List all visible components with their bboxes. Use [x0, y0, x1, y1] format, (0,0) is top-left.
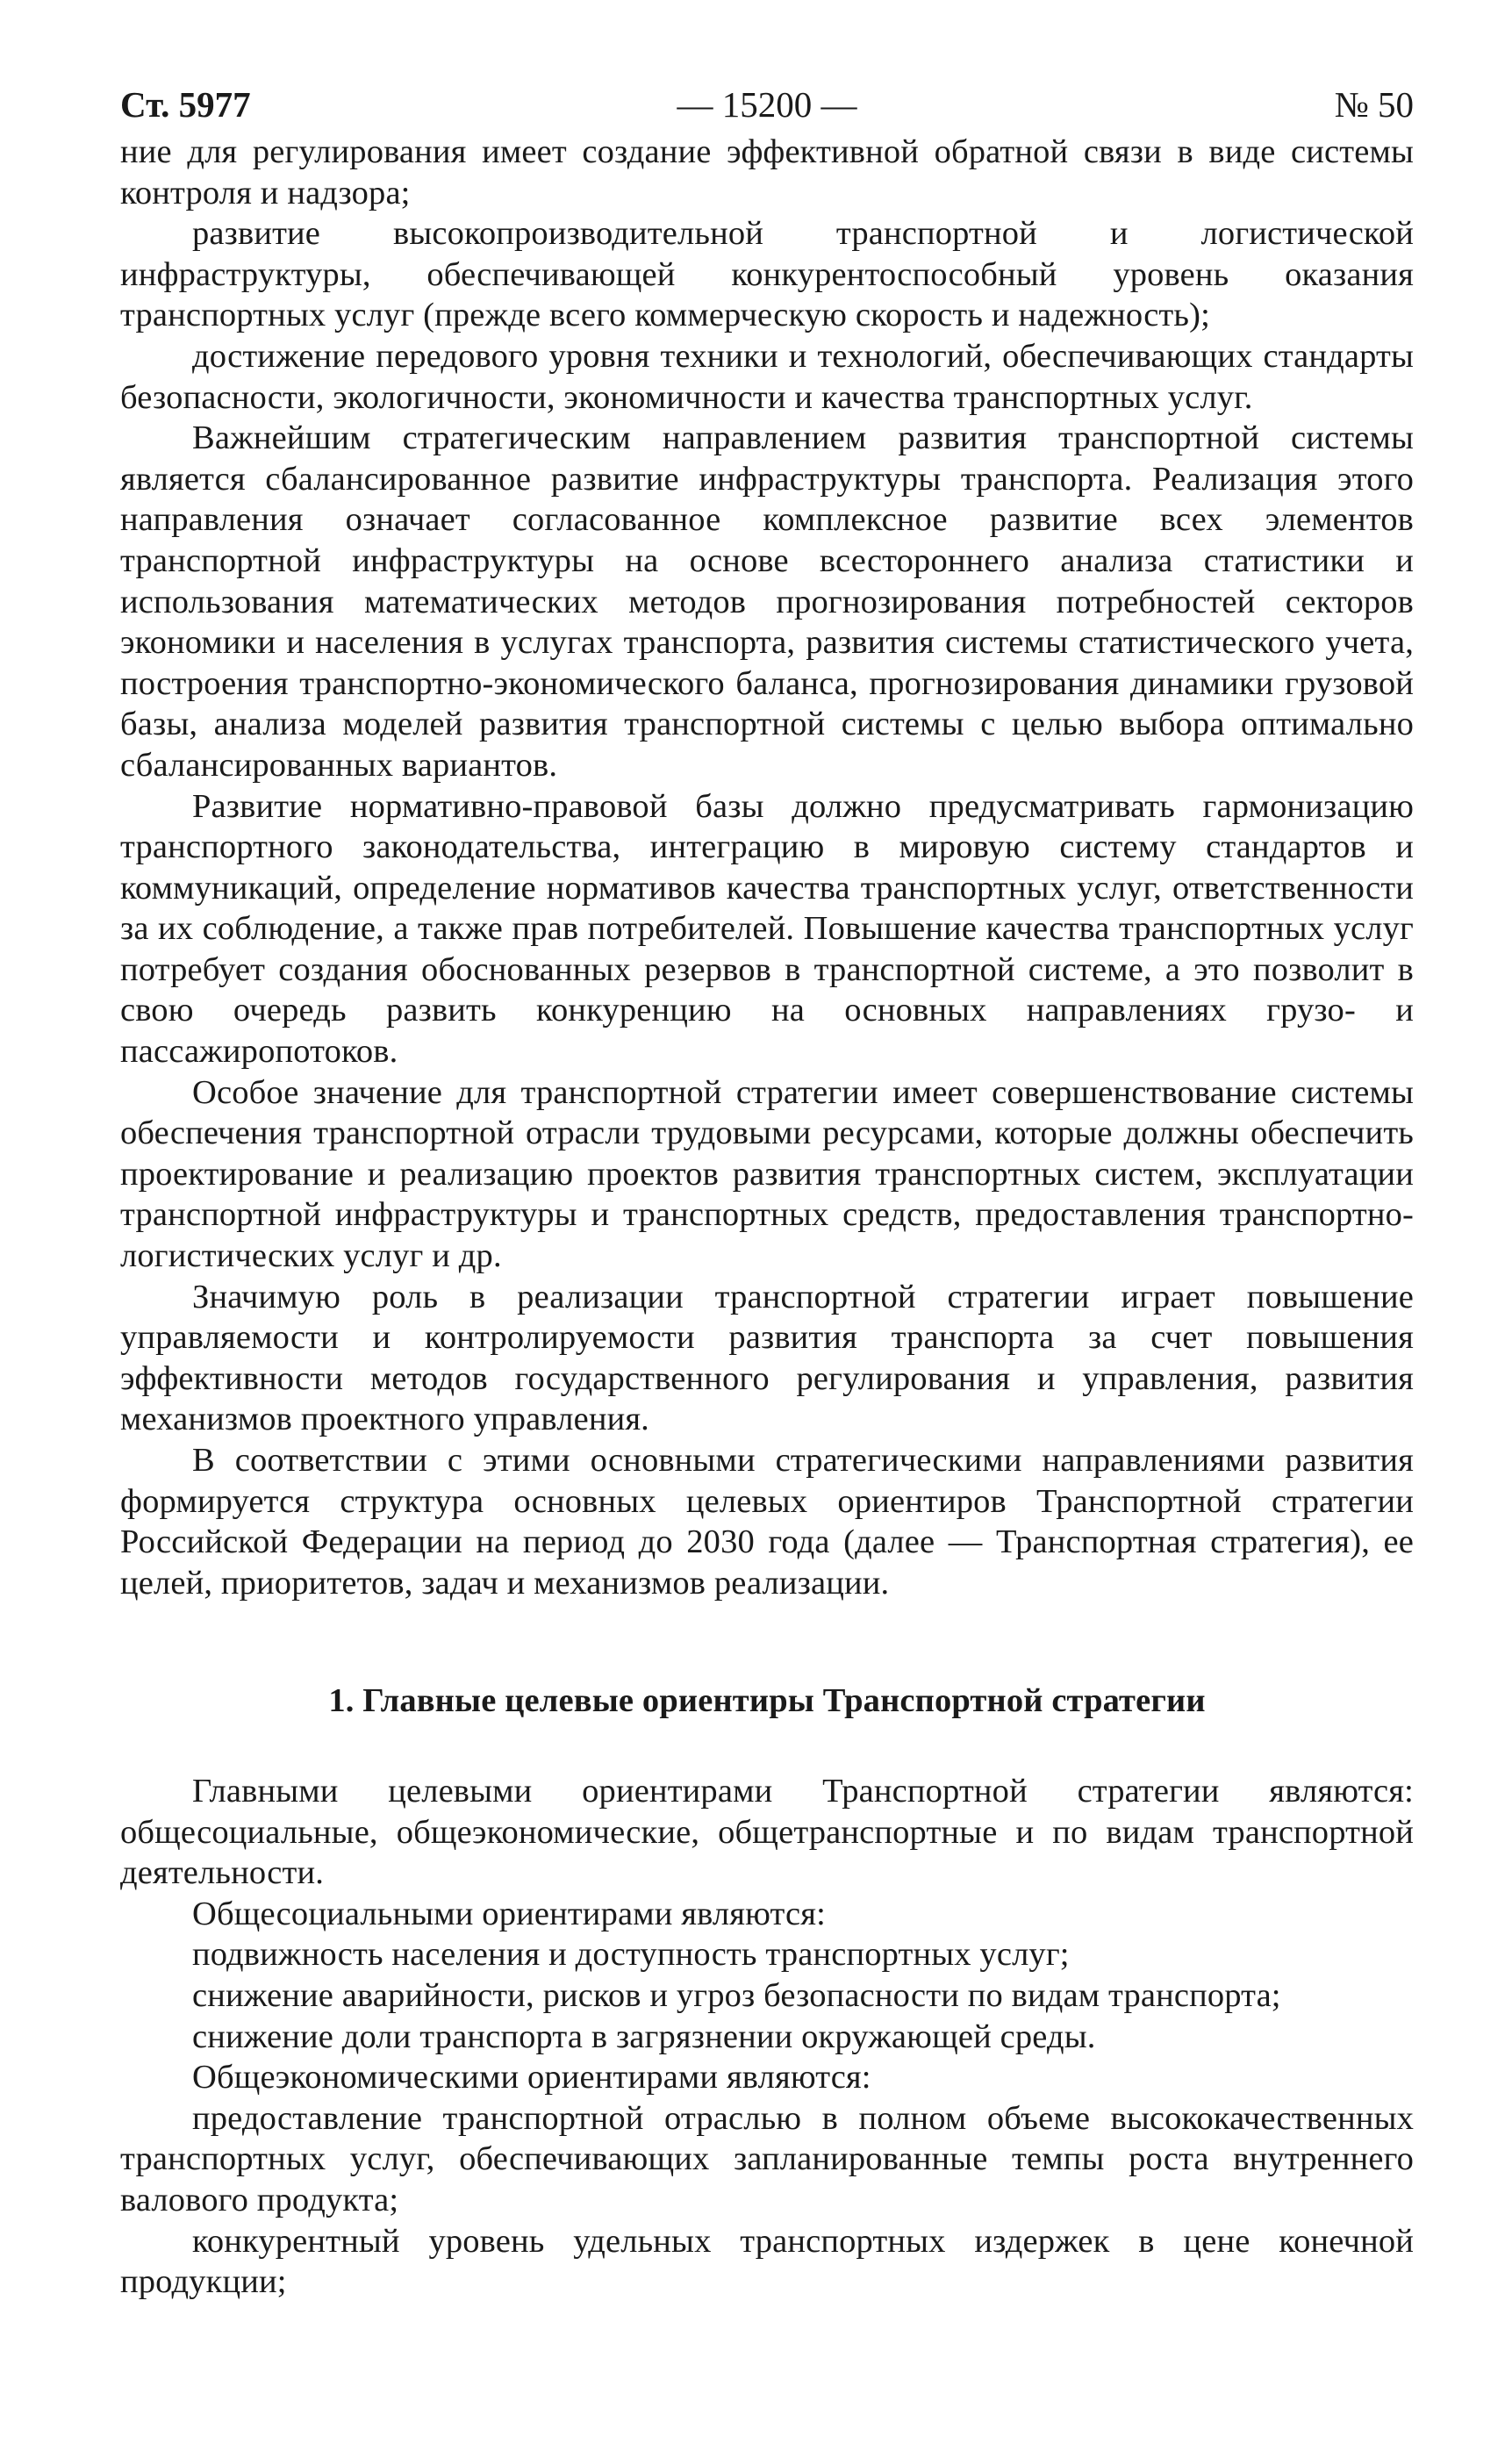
paragraph: достижение передового уровня техники и технологий, обеспечивающих стандарты безопасности, экологичности, экономичности и качества транспортных услуг.	[120, 337, 1414, 416]
paragraph: Общесоциальными ориентирами являются:	[192, 1895, 826, 1932]
page-header	[120, 77, 1414, 132]
paragraph: Важнейшим стратегическим направлением развития транспортной системы является сбалансированное развитие инфраструктуры транспорта. Реализация этого направления означает согласованное комплексное развитие всех элементов транспортной инфраструктуры на основе всестороннего анализа статистики и использования математических методов прогнозирования потребностей секторов экономики и населения в услугах транспорта, развития системы статистического учета, построения транспортно-экономического баланса, прогнозирования динамики грузовой базы, анализа моделей развития транспортной системы с целью выбора оптимально сбалансированных вариантов.	[120, 419, 1414, 784]
section-heading: 1. Главные целевые ориентиры Транспортной стратегии	[328, 1682, 1206, 1720]
page-number: — 15200 —	[677, 84, 857, 125]
paragraph: Особое значение для транспортной стратегии имеет совершенствование системы обеспечения транспортной отрасли трудовыми ресурсами, которые должны обеспечить проектирование и реализацию проектов развития транспортных систем, эксплуатации транспортной инфраструктуры и транспортных средств, предоставления транспортно-логистических услуг и др.	[120, 1073, 1414, 1275]
paragraph: развитие высокопроизводительной транспортной и логистической инфраструктуры, обеспечивающей конкурентоспособный уровень оказания транспортных услуг (прежде всего коммерческую скорость и надежность);	[120, 215, 1414, 334]
paragraph: Значимую роль в реализации транспортной стратегии играет повышение управляемости и контролируемости развития транспорта за счет повышения эффективности методов государственного регулирования и управления, развития механизмов проектного управления.	[120, 1278, 1414, 1438]
paragraph: подвижность населения и доступность транспортных услуг;	[192, 1936, 1070, 1974]
paragraph: Развитие нормативно-правовой базы должно предусматривать гармонизацию транспортного законодательства, интеграцию в мировую систему стандартов и коммуникаций, определение нормативов качества транспортных услуг, ответственности за их соблюдение, а также прав потребителей. Повышение качества транспортных услуг потребует создания обоснованных резервов в транспортной системе, а это позволит в свою очередь развить конкуренцию на основных направлениях грузо- и пассажиропотоков.	[120, 787, 1414, 1071]
paragraph: Главными целевыми ориентирами Транспортной стратегии являются: общесоциальные, общеэкономические, общетранспортные и по видам транспортной деятельности.	[120, 1772, 1414, 1892]
paragraph: ние для регулирования имеет создание эффективной обратной связи в виде системы контроля и надзора;	[120, 133, 1414, 211]
paragraph: предоставление транспортной отраслью в полном объеме высококачественных транспортных услуг, обеспечивающих запланированные темпы роста внутреннего валового продукта;	[120, 2099, 1414, 2218]
document-body	[120, 132, 1414, 2303]
paragraph: Общеэкономическими ориентирами являются:	[192, 2059, 871, 2096]
issue-number: № 50	[1334, 84, 1414, 125]
document-page	[120, 77, 1414, 2303]
paragraph: снижение аварийности, рисков и угроз безопасности по видам транспорта;	[192, 1976, 1281, 2014]
article-number: Ст. 5977	[120, 84, 251, 125]
paragraph: снижение доли транспорта в загрязнении окружающей среды.	[192, 2018, 1096, 2055]
paragraph: В соответствии с этими основными стратегическими направлениями развития формируется структура основных целевых ориентиров Транспортной стратегии Российской Федерации на период до 2030 года (далее — Транспортная стратегия), ее целей, приоритетов, задач и механизмов реализации.	[120, 1442, 1414, 1602]
paragraph: конкурентный уровень удельных транспортных издержек в цене конечной продукции;	[120, 2222, 1414, 2301]
